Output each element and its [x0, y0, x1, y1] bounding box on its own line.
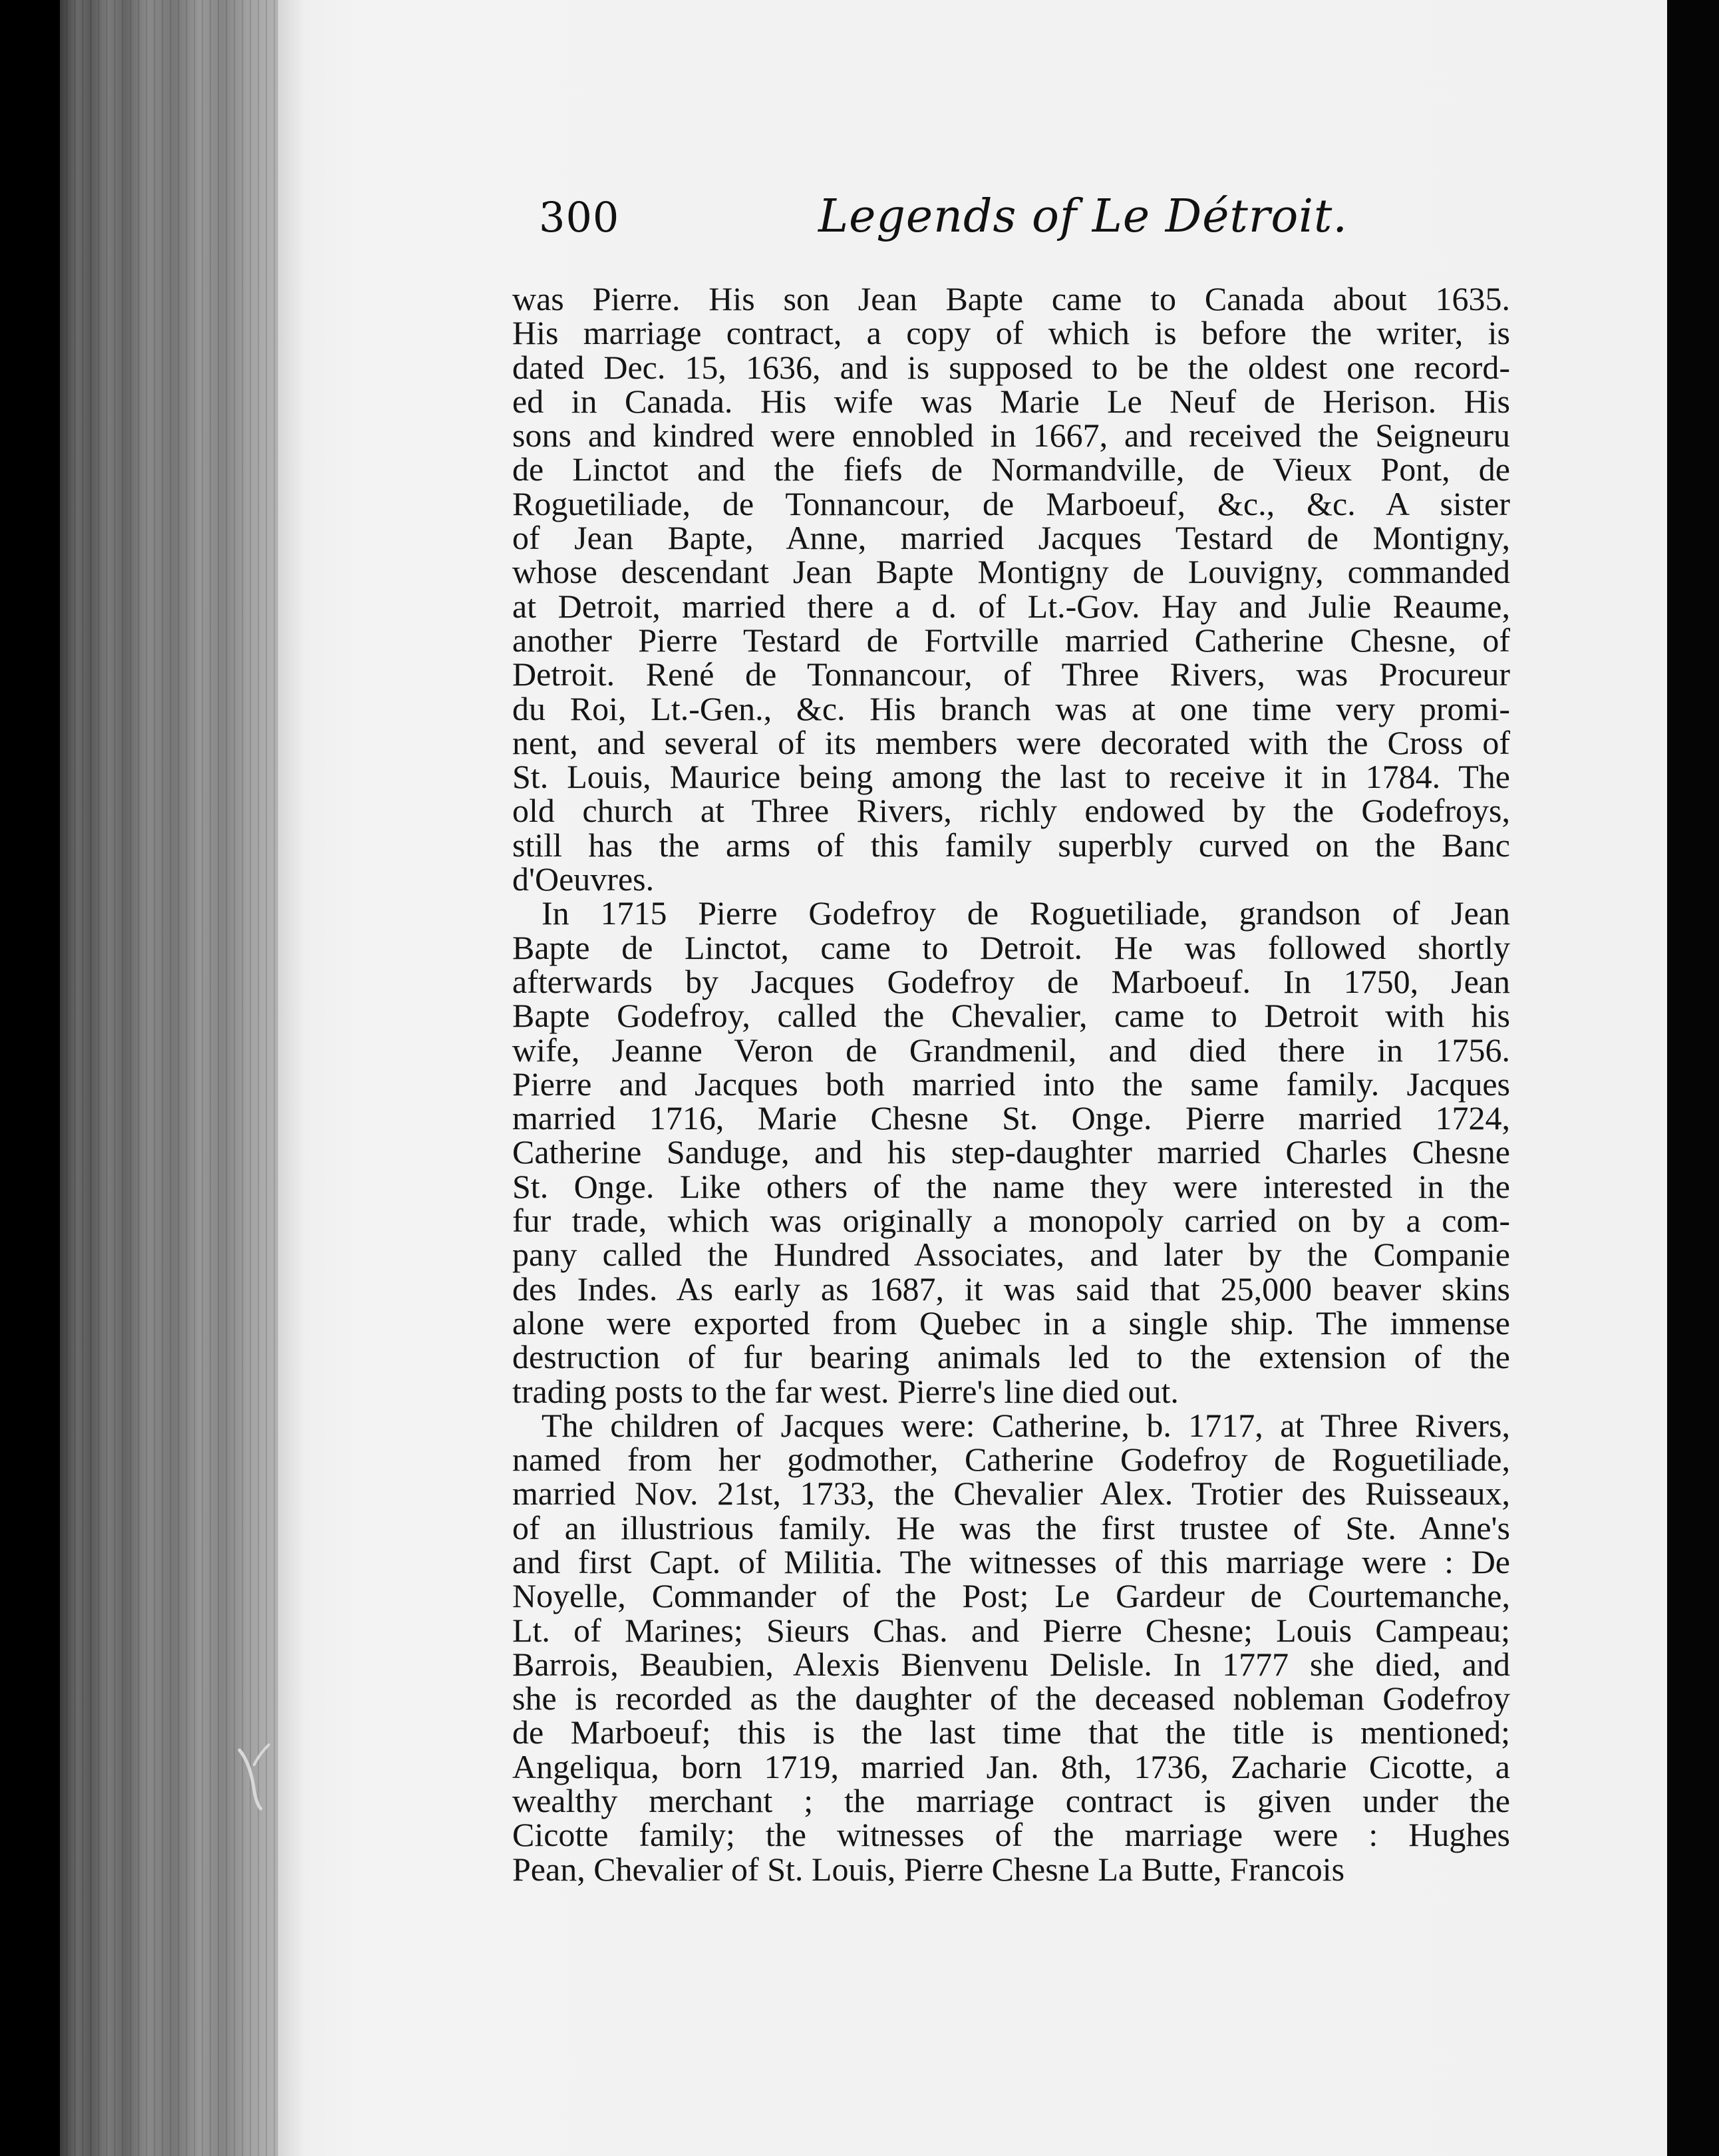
- text-line: at Detroit, married there a d. of Lt.-Gov. Hay and Julie Reaume,: [512, 587, 1510, 625]
- text-line: destruction of fur bearing animals led to the extension of the: [512, 1338, 1510, 1376]
- book-spine: [60, 0, 279, 2156]
- text-line: St. Onge. Like others of the name they were interested in the: [512, 1167, 1510, 1205]
- text-line: du Roi, Lt.-Gen., &c. His branch was at one time very promi-: [512, 689, 1510, 727]
- text-line: Pean, Chevalier of St. Louis, Pierre Chesne La Butte, Francois: [512, 1850, 1345, 1888]
- text-line: Noyelle, Commander of the Post; Le Gardeur de Courtemanche,: [512, 1577, 1510, 1615]
- margin-pencil-mark: [234, 1738, 274, 1811]
- text-line: d'Oeuvres.: [512, 860, 655, 898]
- text-line: His marriage contract, a copy of which is before the writer, is: [512, 314, 1510, 352]
- text-line: The children of Jacques were: Catherine, b. 1717, at Three Rivers,: [542, 1406, 1510, 1444]
- text-line: trading posts to the far west. Pierre's line died out.: [512, 1372, 1179, 1410]
- text-line: and first Capt. of Militia. The witnesses of this marriage were : De: [512, 1542, 1510, 1580]
- spine-texture: [60, 0, 279, 2156]
- text-line: still has the arms of this family superbly curved on the Banc: [512, 826, 1510, 864]
- text-line: Roguetiliade, de Tonnancour, de Marboeuf, &c., &c. A sister: [512, 484, 1510, 522]
- text-line: she is recorded as the daughter of the deceased nobleman Godefroy: [512, 1680, 1510, 1717]
- text-line: of an illustrious family. He was the first trustee of Ste. Anne's: [512, 1509, 1510, 1546]
- text-line: of Jean Bapte, Anne, married Jacques Testard de Montigny,: [512, 519, 1510, 557]
- text-line: Bapte de Linctot, came to Detroit. He was followed shortly: [512, 928, 1510, 966]
- text-line: Angeliqua, born 1719, married Jan. 8th, 1736, Zacharie Cicotte, a: [512, 1747, 1510, 1785]
- text-line: Detroit. René de Tonnancour, of Three Rivers, was Procureur: [512, 655, 1510, 693]
- text-line: Barrois, Beaubien, Alexis Bienvenu Delisle. In 1777 she died, and: [512, 1645, 1510, 1683]
- text-line: Lt. of Marines; Sieurs Chas. and Pierre Chesne; Louis Campeau;: [512, 1611, 1510, 1649]
- text-line: de Marboeuf; this is the last time that the title is mentioned;: [512, 1713, 1510, 1751]
- paragraph: [512, 282, 1510, 896]
- text-line: alone were exported from Quebec in a single ship. The immense: [512, 1304, 1510, 1342]
- text-line: Cicotte family; the witnesses of the marriage were : Hughes: [512, 1816, 1510, 1854]
- text-line: wealthy merchant ; the marriage contract is given under the: [512, 1782, 1510, 1820]
- page-number: 300: [539, 193, 620, 242]
- text-line: afterwards by Jacques Godefroy de Marboeuf. In 1750, Jean: [512, 962, 1510, 1000]
- text-line: named from her godmother, Catherine Godefroy de Roguetiliade,: [512, 1441, 1510, 1479]
- text-line: de Linctot and the fiefs de Normandville, de Vieux Pont, de: [512, 450, 1510, 488]
- page-header: [539, 190, 1348, 266]
- text-line: married Nov. 21st, 1733, the Chevalier Alex. Trotier des Ruisseaux,: [512, 1475, 1510, 1513]
- paragraph: [512, 1406, 1510, 1888]
- body-text: [512, 282, 1510, 1886]
- text-line: dated Dec. 15, 1636, and is supposed to be the oldest one record-: [512, 348, 1510, 386]
- text-line: nent, and several of its members were decorated with the Cross of: [512, 723, 1510, 761]
- text-line: whose descendant Jean Bapte Montigny de Louvigny, commanded: [512, 553, 1510, 591]
- text-line: was Pierre. His son Jean Bapte came to Canada about 1635.: [512, 280, 1510, 317]
- text-line: ed in Canada. His wife was Marie Le Neuf de Herison. His: [512, 382, 1510, 420]
- text-line: Pierre and Jacques both married into the same family. Jacques: [512, 1065, 1510, 1103]
- text-line: Bapte Godefroy, called the Chevalier, came to Detroit with his: [512, 997, 1510, 1035]
- text-line: Catherine Sanduge, and his step-daughter married Charles Chesne: [512, 1133, 1510, 1171]
- text-line: des Indes. As early as 1687, it was said that 25,000 beaver skins: [512, 1270, 1510, 1308]
- text-line: married 1716, Marie Chesne St. Onge. Pierre married 1724,: [512, 1099, 1510, 1137]
- text-line: fur trade, which was originally a monopoly carried on by a com-: [512, 1202, 1510, 1240]
- text-line: pany called the Hundred Associates, and later by the Companie: [512, 1236, 1510, 1274]
- text-line: another Pierre Testard de Fortville married Catherine Chesne, of: [512, 621, 1510, 659]
- text-line: In 1715 Pierre Godefroy de Roguetiliade, grandson of Jean: [542, 894, 1510, 932]
- scan-border-right: [1667, 0, 1719, 2156]
- text-line: St. Louis, Maurice being among the last to receive it in 1784. The: [512, 758, 1510, 796]
- text-line: wife, Jeanne Veron de Grandmenil, and died there in 1756.: [512, 1031, 1510, 1069]
- text-line: old church at Three Rivers, richly endowed by the Godefroys,: [512, 792, 1510, 830]
- paragraph: [512, 896, 1510, 1408]
- text-line: sons and kindred were ennobled in 1667, and received the Seigneuru: [512, 417, 1510, 454]
- running-title: Legends of Le Détroit.: [818, 190, 1348, 243]
